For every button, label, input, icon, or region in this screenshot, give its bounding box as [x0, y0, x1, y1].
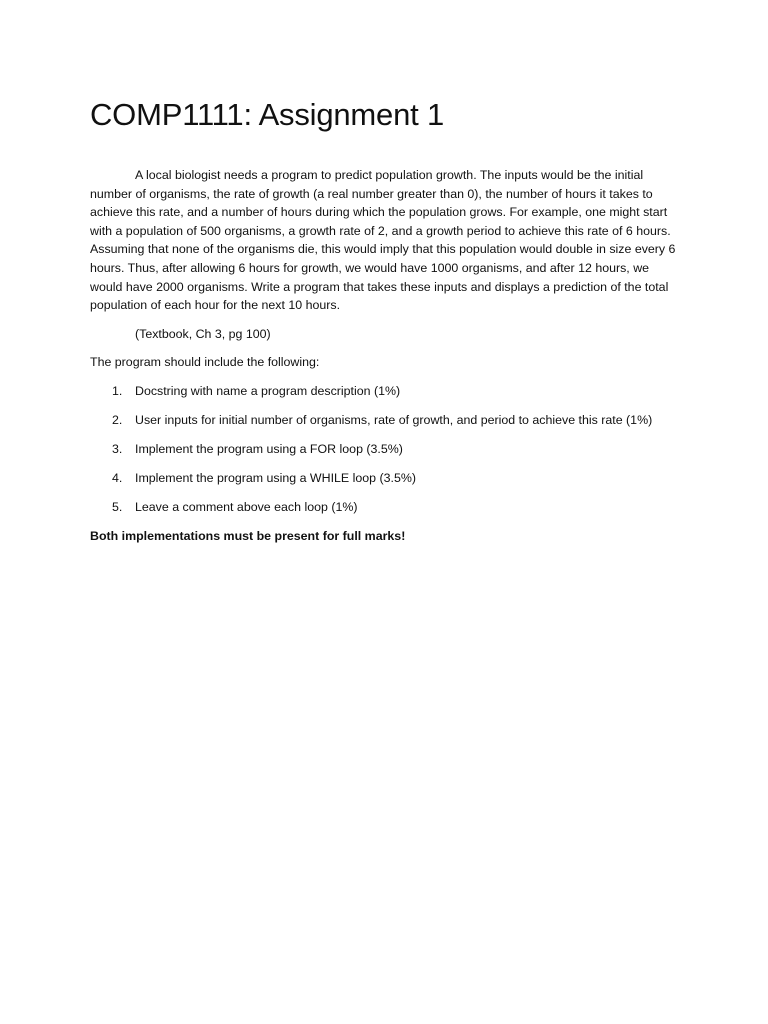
full-marks-note: Both implementations must be present for full marks! [90, 528, 406, 543]
list-item-number: 2. [112, 412, 123, 427]
list-item-number: 4. [112, 470, 123, 485]
page-title: COMP1111: Assignment 1 [90, 97, 444, 132]
list-item-text: Leave a comment above each loop (1%) [135, 499, 358, 514]
textbook-citation: (Textbook, Ch 3, pg 100) [135, 326, 271, 341]
list-item-text: User inputs for initial number of organisms, rate of growth, and period to achieve this rate (1%) [135, 412, 653, 427]
list-item [90, 440, 678, 459]
list-item-number: 1. [112, 383, 123, 398]
list-item [90, 411, 678, 430]
list-item [90, 382, 678, 401]
list-item-text: Docstring with name a program description (1%) [135, 383, 401, 398]
list-item-number: 3. [112, 441, 123, 456]
list-item [90, 469, 678, 488]
list-item-text: Implement the program using a WHILE loop (3.5%) [135, 470, 416, 485]
problem-description-paragraph: A local biologist needs a program to predict population growth. The inputs would be the initial number of organisms, the rate of growth (a real number greater than 0), the number of hours it takes to achieve this rate, and a number of hours during which the population grows. For example, one might start with a population of 500 organisms, a growth rate of 2, and a growth period to achieve this rate of 6 hours. Assuming that none of the organisms die, this would imply that this population would double in size every 6 hours. Thus, after allowing 6 hours for growth, we would have 1000 organisms, and after 12 hours, we would have 2000 organisms. Write a program that takes these inputs and displays a prediction of the total population of each hour for the next 10 hours. [90, 168, 676, 313]
list-item-number: 5. [112, 499, 123, 514]
list-item [90, 498, 678, 517]
document-body [90, 166, 678, 545]
list-item-text: Implement the program using a FOR loop (3.5%) [135, 441, 403, 456]
requirements-list [90, 382, 678, 517]
requirements-intro: The program should include the following: [90, 355, 320, 370]
